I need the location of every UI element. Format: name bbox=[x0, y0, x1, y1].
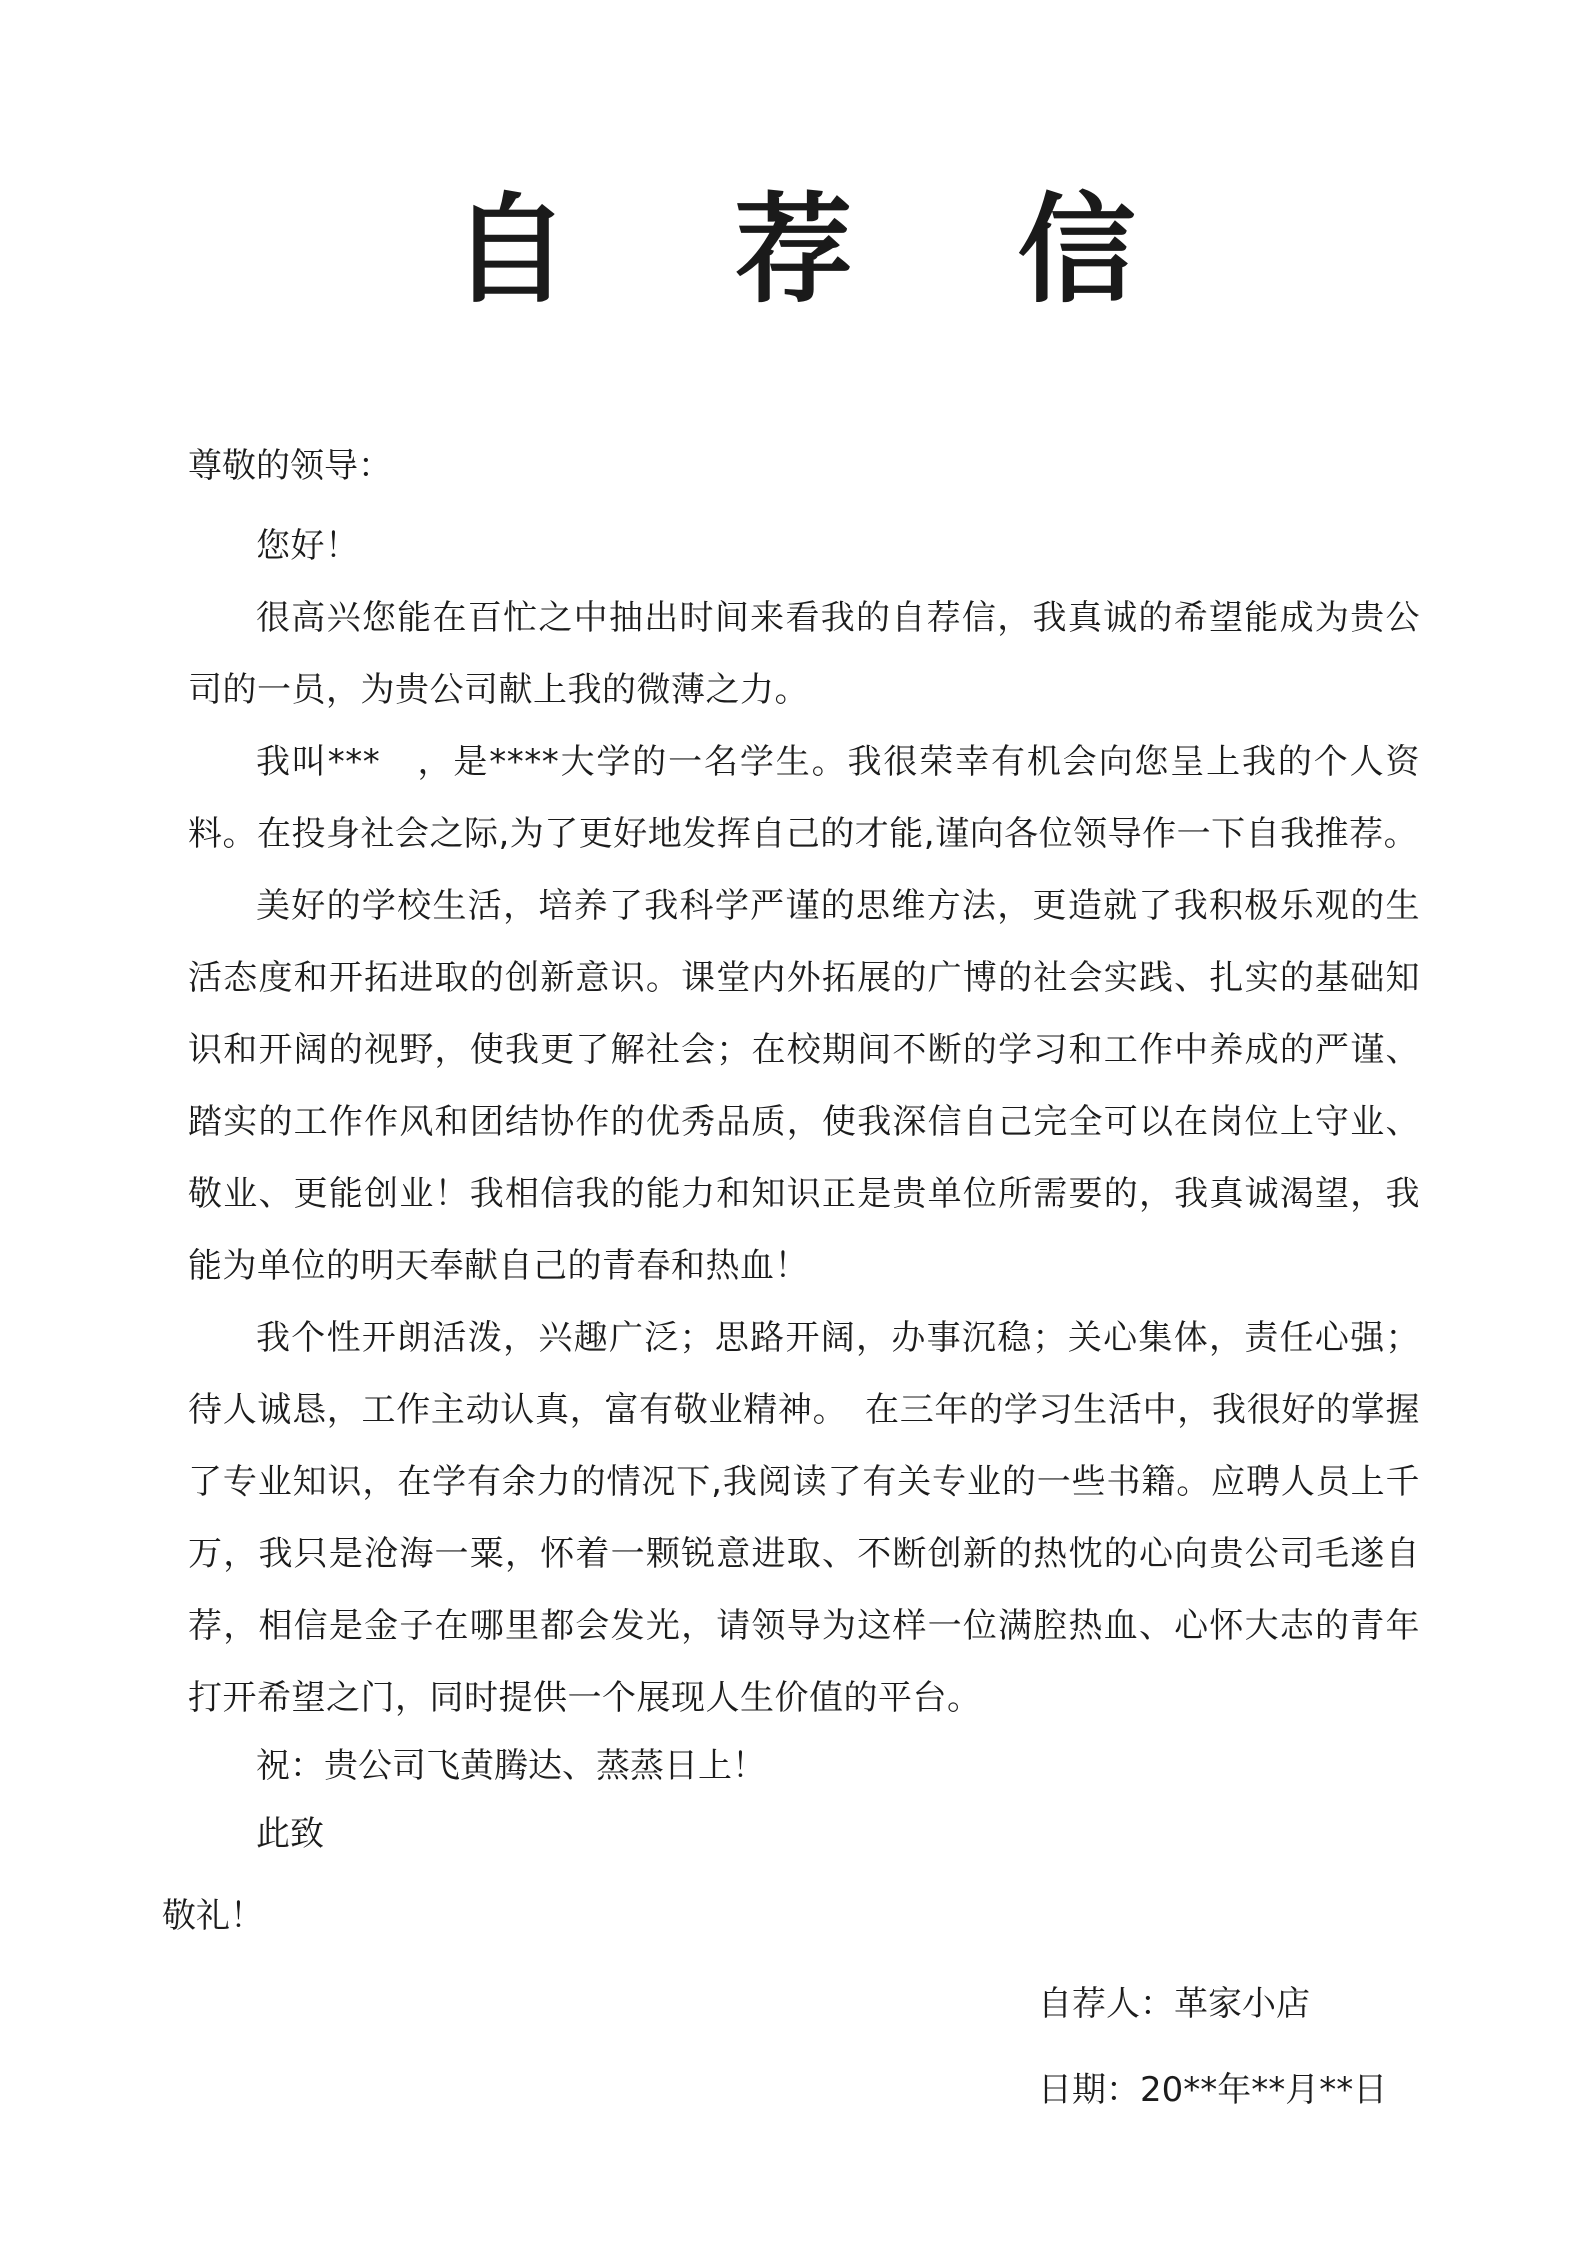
date-line: 日期：20**年**月**日 bbox=[1038, 2070, 1388, 2110]
wish-line: 祝：贵公司飞黄腾达、蒸蒸日上！ bbox=[256, 1746, 766, 1786]
respect-line: 敬礼！ bbox=[162, 1896, 264, 1936]
closing-line: 此致 bbox=[256, 1814, 324, 1854]
paragraph-intro: 很高兴您能在百忙之中抽出时间来看我的自荐信，我真诚的希望能成为贵公司的一员，为贵公司献上我的微薄之力。 bbox=[188, 598, 1420, 710]
paragraph-self-introduction: 我叫*** ，是****大学的一名学生。我很荣幸有机会向您呈上我的个人资料。在投身社会之际,为了更好地发挥自己的才能,谨向各位领导作一下自我推荐。 bbox=[188, 742, 1420, 854]
signer-line: 自荐人：革家小店 bbox=[1038, 1984, 1310, 2024]
letter-body bbox=[188, 510, 1420, 1734]
paragraph-personality: 我个性开朗活泼，兴趣广泛；思路开阔，办事沉稳；关心集体，责任心强；待人诚恳，工作主动认真，富有敬业精神。 在三年的学习生活中，我很好的掌握了专业知识，在学有余力的情况下,我阅读了有关专业的一些书籍。应聘人员上千万，我只是沧海一粟，怀着一颗锐意进取、不断创新的热忱的心向贵公司毛遂自荐，相信是金子在哪里都会发光，请领导为这样一位满腔热血、心怀大志的青年打开希望之门，同时提供一个展现人生价值的平台。 bbox=[188, 1318, 1420, 1718]
page-title: 自 荐 信 bbox=[451, 181, 1198, 319]
greeting: 您好！ bbox=[256, 526, 360, 566]
salutation: 尊敬的领导： bbox=[188, 446, 392, 486]
paragraph-education: 美好的学校生活，培养了我科学严谨的思维方法，更造就了我积极乐观的生活态度和开拓进取的创新意识。课堂内外拓展的广博的社会实践、扎实的基础知识和开阔的视野，使我更了解社会；在校期间不断的学习和工作中养成的严谨、踏实的工作作风和团结协作的优秀品质，使我深信自己完全可以在岗位上守业、敬业、更能创业！我相信我的能力和知识正是贵单位所需要的，我真诚渴望，我能为单位的明天奉献自己的青春和热血！ bbox=[188, 886, 1420, 1286]
